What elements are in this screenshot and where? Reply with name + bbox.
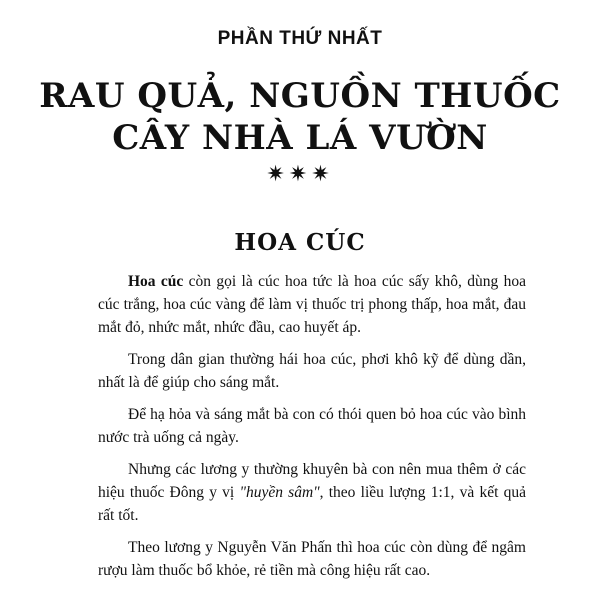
- paragraph-4-italic: "huyền sâm": [239, 484, 320, 501]
- paragraph-5: Theo lương y Nguyễn Văn Phấn thì hoa cúc còn dùng để ngâm rượu làm thuốc bổ khỏe, rẻ tiền mà công hiệu rất cao.: [98, 539, 526, 579]
- paragraph-4: [98, 458, 526, 527]
- paragraph-1-text: còn gọi là cúc hoa tức là hoa cúc sấy khô, dùng hoa cúc trắng, hoa cúc vàng để làm vị thuốc trị phong thấp, hoa mắt, đau mắt đỏ, nhức mắt, nhức đầu, cao huyết áp.: [98, 273, 526, 336]
- main-title-line-2: CÂY NHÀ LÁ VƯỜN: [112, 118, 488, 158]
- paragraph-2: Trong dân gian thường hái hoa cúc, phơi khô kỹ để dùng dần, nhất là để giúp cho sáng mắt.: [98, 351, 526, 391]
- paragraph-1: [98, 270, 526, 339]
- paragraph-4-text-b: , theo liều lượng 1:1, và kết quả rất tốt.: [98, 484, 526, 524]
- part-label: PHẦN THỨ NHẤT: [217, 28, 383, 49]
- star-ornament-icon: ✷✷✷: [266, 162, 334, 187]
- main-title-line-1: RAU QUẢ, NGUỒN THUỐC: [39, 76, 561, 116]
- paragraph-3: Để hạ hỏa và sáng mắt bà con có thói quen bỏ hoa cúc vào bình nước trà uống cả ngày.: [98, 406, 526, 446]
- paragraph-4-text-a: Nhưng các lương y thường khuyên bà con nên mua thêm ở các hiệu thuốc Đông y vị: [98, 461, 526, 501]
- section-title: HOA CÚC: [234, 229, 366, 256]
- term-hoa-cuc: Hoa cúc: [128, 273, 184, 290]
- body-text: [98, 270, 526, 591]
